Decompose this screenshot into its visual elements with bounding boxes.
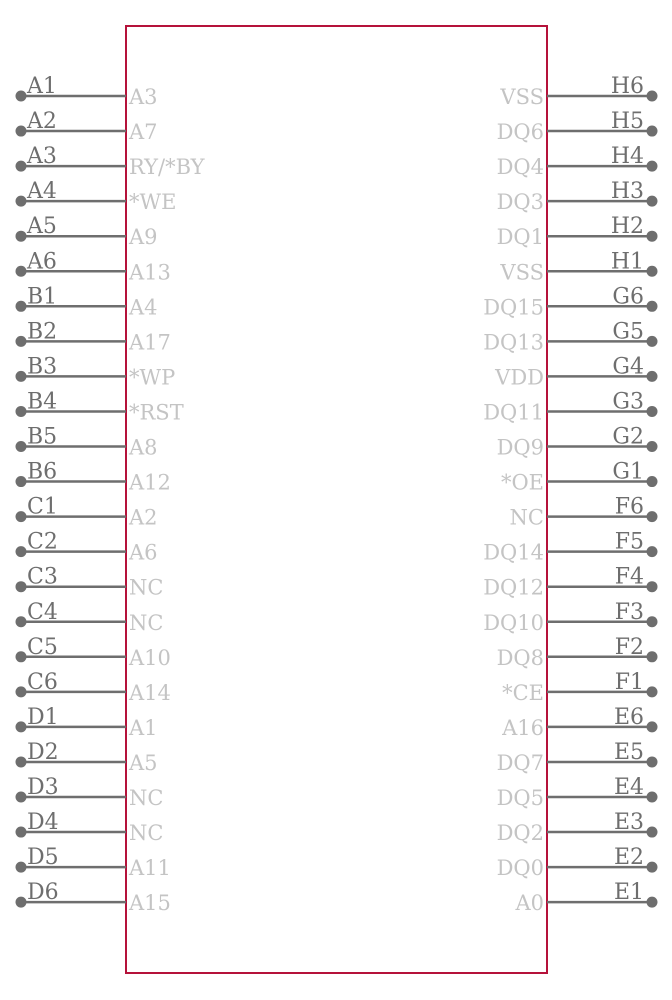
pin-end-dot	[647, 301, 658, 312]
pin-name: DQ1	[496, 225, 544, 250]
pin-number: B4	[27, 389, 58, 415]
pin-number: D1	[27, 704, 59, 730]
pin-number: H3	[610, 179, 644, 205]
right-pin	[499, 249, 657, 284]
right-pin	[483, 530, 657, 565]
pin-name: DQ8	[496, 645, 544, 670]
pin-name: DQ15	[483, 295, 544, 320]
pin-name: A1	[129, 715, 158, 740]
pin-end-dot	[647, 91, 658, 102]
pin-name: DQ2	[496, 821, 544, 846]
pin-end-dot	[647, 231, 658, 242]
pin-end-dot	[647, 161, 658, 172]
pin-name: *WP	[129, 365, 176, 390]
pin-number: C5	[27, 634, 58, 660]
pin-name: DQ10	[483, 610, 544, 635]
pin-name: NC	[129, 610, 164, 635]
pin-name: *CE	[502, 680, 544, 705]
left-pin	[16, 530, 158, 565]
pin-end-dot	[647, 406, 658, 417]
pin-name: A6	[129, 540, 158, 565]
right-pin	[483, 389, 657, 424]
right-pin	[497, 109, 658, 144]
pin-end-dot	[16, 511, 27, 522]
left-pin	[16, 425, 158, 460]
left-pin	[16, 740, 158, 775]
pin-number: F1	[614, 669, 644, 695]
pin-name: DQ11	[483, 400, 544, 425]
pin-number: H4	[610, 144, 644, 170]
pin-name: A4	[129, 295, 158, 320]
right-pin	[497, 845, 658, 880]
pin-number: B2	[27, 319, 58, 345]
pin-end-dot	[16, 897, 27, 908]
pin-number: A1	[27, 74, 57, 99]
pin-number: H1	[610, 249, 644, 275]
pin-end-dot	[16, 476, 27, 487]
pin-number: H6	[610, 74, 644, 99]
right-pin	[497, 214, 658, 249]
pin-name: A12	[129, 470, 171, 495]
pin-end-dot	[647, 266, 658, 277]
pin-end-dot	[16, 827, 27, 838]
pin-number: H2	[610, 214, 644, 240]
pin-name: A3	[129, 85, 158, 109]
right-pin	[497, 810, 658, 845]
right-pin	[502, 670, 657, 705]
right-pin	[499, 74, 657, 109]
pin-number: B3	[27, 354, 58, 380]
pin-name: *OE	[500, 470, 544, 495]
pin-end-dot	[647, 476, 658, 487]
pin-name: A2	[129, 505, 158, 530]
right-pin	[497, 740, 658, 775]
pin-name: DQ5	[496, 786, 544, 810]
pin-end-dot	[16, 161, 27, 172]
pin-name: A14	[129, 680, 171, 705]
pin-end-dot	[16, 581, 27, 592]
pin-end-dot	[647, 546, 658, 557]
right-pin	[494, 354, 657, 389]
pin-number: F2	[614, 634, 644, 660]
pin-number: E6	[613, 704, 644, 730]
pin-name: DQ12	[483, 575, 544, 600]
pin-number: D3	[27, 775, 59, 800]
pin-end-dot	[16, 406, 27, 417]
pin-number: D2	[27, 739, 59, 765]
pin-number: A2	[27, 109, 57, 135]
right-pin	[483, 600, 657, 635]
pin-name: A7	[129, 120, 158, 145]
right-pin-group	[483, 74, 657, 915]
pin-number: B6	[27, 459, 58, 485]
pin-name: DQ7	[496, 750, 544, 775]
pin-name: A15	[129, 891, 171, 916]
pin-name: VSS	[500, 260, 544, 285]
pin-end-dot	[16, 266, 27, 277]
right-pin	[483, 565, 657, 600]
pin-name: DQ0	[496, 856, 544, 881]
pin-number: G5	[612, 319, 644, 345]
left-pin	[16, 565, 164, 600]
right-pin	[510, 495, 658, 530]
pin-name: NC	[509, 505, 544, 530]
pin-end-dot	[16, 686, 27, 697]
pin-end-dot	[16, 546, 27, 557]
pin-number: A6	[27, 249, 57, 275]
pin-name: *RST	[129, 400, 184, 425]
pin-number: A3	[27, 144, 57, 170]
pin-number: C4	[27, 599, 58, 625]
pin-end-dot	[16, 371, 27, 382]
left-pin	[16, 600, 164, 635]
pin-name: NC	[129, 575, 164, 600]
pin-number: A4	[27, 179, 57, 205]
pin-number: G4	[612, 354, 644, 380]
pin-name: DQ3	[496, 190, 544, 215]
pin-number: G1	[612, 459, 644, 485]
pin-number: E2	[613, 845, 644, 871]
pin-name: NC	[129, 821, 164, 846]
pin-name: VDD	[495, 365, 544, 390]
right-pin	[501, 705, 657, 740]
left-pin	[16, 179, 177, 214]
pin-end-dot	[647, 581, 658, 592]
pin-end-dot	[16, 792, 27, 803]
pin-name: DQ6	[496, 120, 544, 145]
left-pin	[16, 74, 158, 109]
left-pin	[16, 810, 164, 845]
pin-end-dot	[16, 721, 27, 732]
left-pin	[16, 354, 176, 389]
left-pin	[16, 845, 171, 880]
pin-end-dot	[647, 441, 658, 452]
left-pin	[16, 775, 164, 810]
pin-end-dot	[647, 126, 658, 137]
pin-name: *WE	[129, 190, 177, 215]
pin-name: A8	[129, 435, 158, 460]
right-pin	[483, 319, 657, 354]
pin-end-dot	[647, 862, 658, 873]
left-pin	[16, 144, 206, 179]
pin-end-dot	[16, 756, 27, 767]
pin-number: E4	[613, 775, 644, 800]
pin-name: A13	[129, 260, 171, 285]
pin-end-dot	[647, 897, 658, 908]
pin-end-dot	[16, 231, 27, 242]
pin-number: A5	[27, 214, 57, 240]
pin-number: D6	[27, 880, 59, 906]
pin-name: DQ13	[483, 330, 544, 355]
pin-end-dot	[16, 616, 27, 627]
pin-end-dot	[647, 792, 658, 803]
pin-name: A0	[515, 891, 544, 916]
left-pin	[16, 495, 158, 530]
pin-end-dot	[16, 126, 27, 137]
pin-end-dot	[647, 686, 658, 697]
pin-number: C2	[27, 529, 58, 555]
pin-number: C6	[27, 669, 58, 695]
pin-number: H5	[610, 109, 644, 135]
pin-end-dot	[16, 196, 27, 207]
pin-name: A16	[502, 715, 544, 740]
pin-end-dot	[16, 91, 27, 102]
left-pin-group	[16, 74, 206, 915]
pin-number: D4	[27, 810, 59, 836]
pin-number: C3	[27, 564, 58, 590]
pin-number: D5	[27, 845, 59, 871]
pin-number: G6	[612, 284, 644, 310]
pin-end-dot	[647, 616, 658, 627]
left-pin	[16, 705, 158, 740]
pin-number: F5	[614, 529, 644, 555]
pin-name: VSS	[500, 85, 544, 109]
right-pin	[497, 144, 658, 179]
pin-end-dot	[647, 827, 658, 838]
right-pin	[501, 460, 658, 495]
right-pin	[483, 284, 657, 319]
pin-name: A5	[129, 750, 158, 775]
pin-number: C1	[27, 494, 58, 520]
pin-name: A9	[129, 225, 158, 250]
pin-number: F3	[614, 599, 644, 625]
pin-end-dot	[16, 336, 27, 347]
left-pin	[16, 249, 171, 284]
left-pin	[16, 109, 158, 144]
pin-end-dot	[647, 196, 658, 207]
pin-number: E5	[613, 739, 644, 765]
left-pin	[16, 214, 158, 249]
pin-end-dot	[16, 441, 27, 452]
pin-end-dot	[647, 721, 658, 732]
pin-end-dot	[16, 651, 27, 662]
pin-end-dot	[16, 862, 27, 873]
pin-end-dot	[647, 336, 658, 347]
left-pin	[16, 389, 184, 424]
pin-name: A17	[129, 330, 171, 355]
left-pin	[16, 460, 171, 495]
pin-name: NC	[129, 786, 164, 810]
pin-number: F4	[614, 564, 644, 590]
pin-number: E3	[613, 810, 644, 836]
right-pin	[497, 179, 658, 214]
pin-name: A11	[129, 856, 171, 881]
right-pin	[497, 425, 658, 460]
pin-end-dot	[647, 371, 658, 382]
pin-end-dot	[647, 511, 658, 522]
pin-name: DQ9	[496, 435, 544, 460]
pin-number: B1	[27, 284, 58, 310]
left-pin	[16, 880, 171, 915]
pin-number: E1	[613, 880, 644, 906]
pin-number: G3	[612, 389, 644, 415]
pin-name: RY/*BY	[129, 155, 205, 180]
pin-name: DQ4	[496, 155, 544, 180]
pin-end-dot	[16, 301, 27, 312]
pin-name: A10	[129, 645, 171, 670]
left-pin	[16, 319, 171, 354]
pin-end-dot	[647, 651, 658, 662]
right-pin	[514, 880, 657, 915]
right-pin	[497, 775, 658, 810]
left-pin	[16, 635, 171, 670]
pin-number: F6	[614, 494, 644, 520]
right-pin	[497, 635, 658, 670]
pin-end-dot	[647, 756, 658, 767]
pin-name: DQ14	[483, 540, 544, 565]
pin-number: G2	[612, 424, 644, 450]
pin-number: B5	[27, 424, 58, 450]
left-pin	[16, 670, 171, 705]
left-pin	[16, 284, 158, 319]
